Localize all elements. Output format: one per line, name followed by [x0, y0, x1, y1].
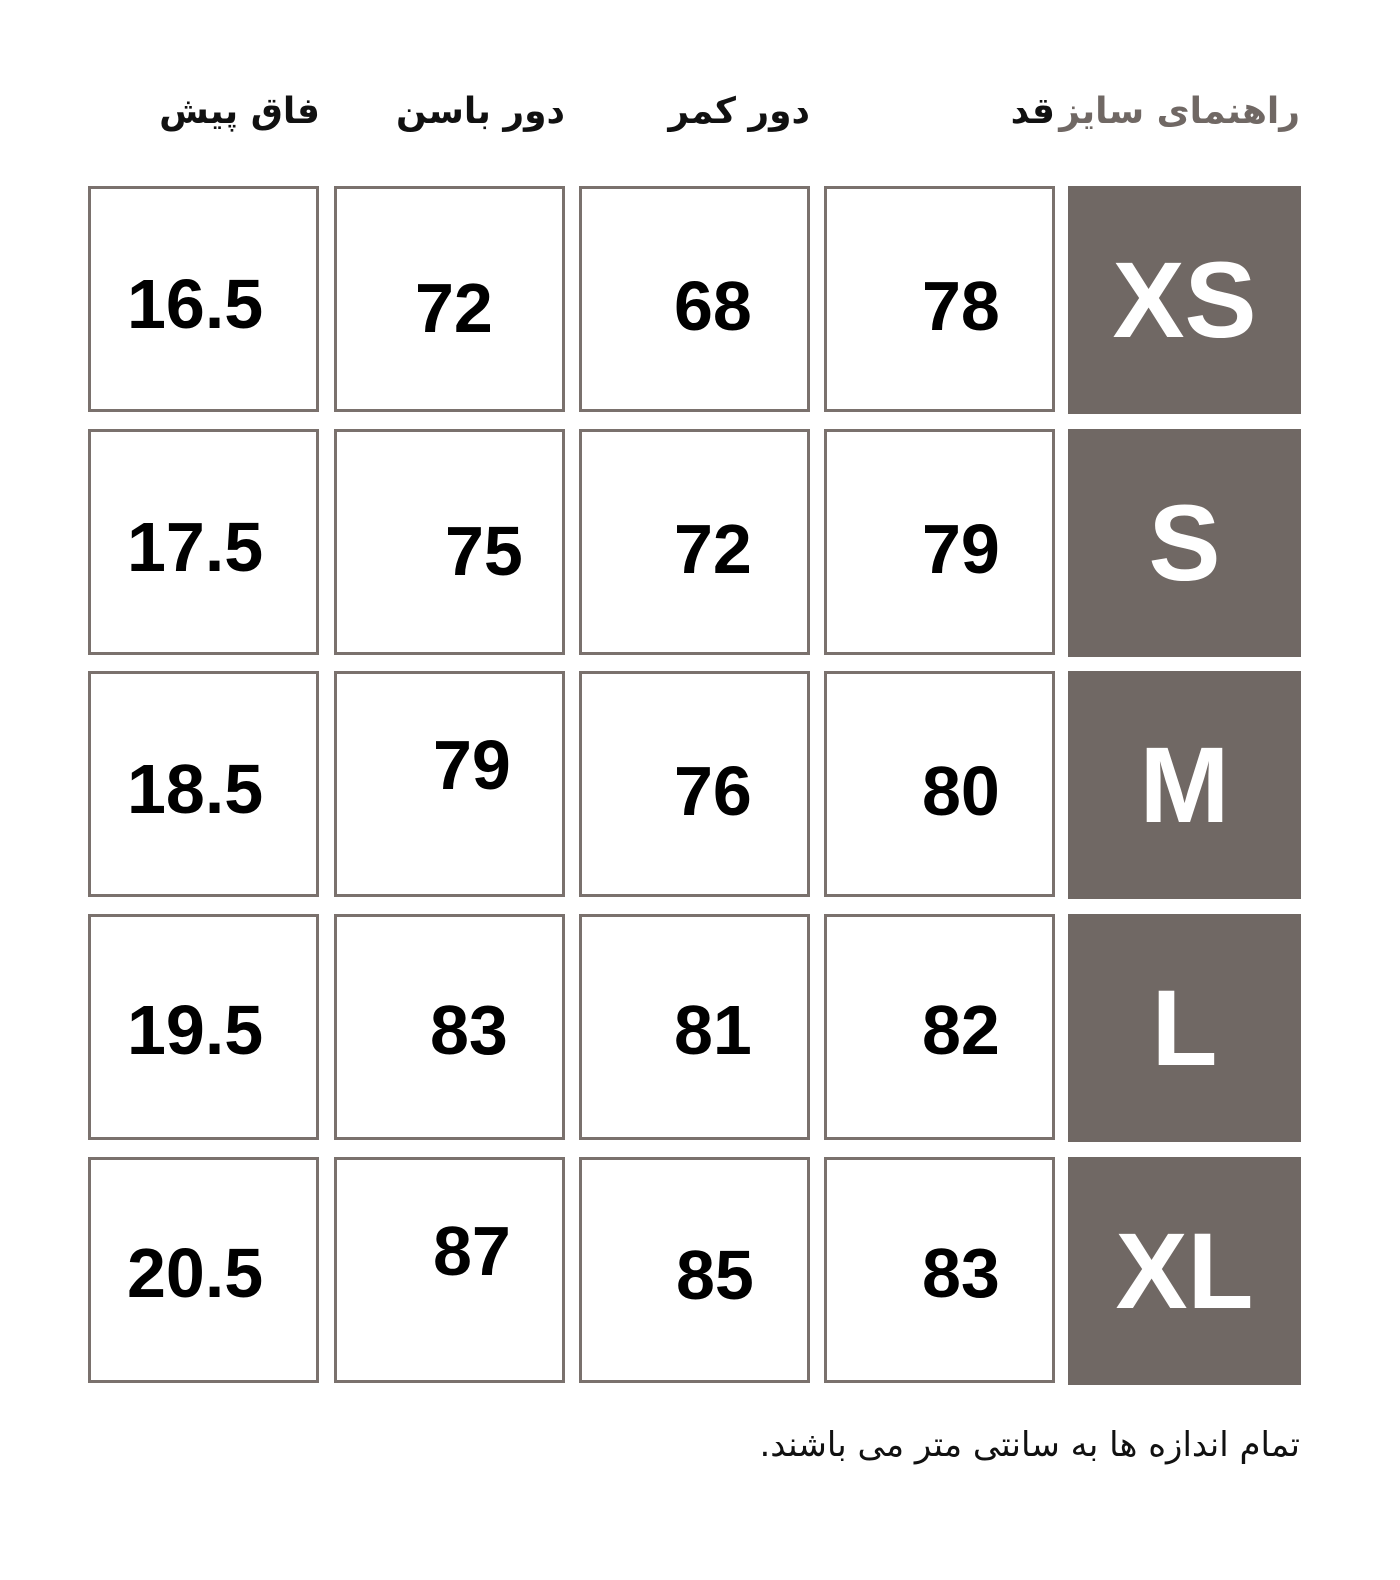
- column-header-rise: فاق پیش: [159, 91, 320, 132]
- cell-value: 82: [922, 991, 1000, 1069]
- table-cell-length: [824, 671, 1055, 897]
- size-guide-title: راهنمای سایز: [1059, 91, 1300, 132]
- cell-value: 81: [674, 991, 752, 1069]
- size-label-cell: [1068, 671, 1301, 899]
- table-cell-rise: [88, 429, 319, 655]
- units-footnote: تمام اندازه ها به سانتی متر می باشند.: [759, 1425, 1300, 1465]
- size-label-cell: [1068, 1157, 1301, 1385]
- cell-value: 20.5: [127, 1234, 264, 1312]
- table-cell-waist: [579, 1157, 810, 1383]
- cell-value: 87: [433, 1212, 511, 1290]
- cell-value: 72: [415, 269, 493, 347]
- table-cell-length: [824, 186, 1055, 412]
- table-cell-waist: [579, 671, 810, 897]
- cell-value: 18.5: [127, 750, 264, 828]
- table-cell-hip: [334, 914, 565, 1140]
- table-cell-length: [824, 429, 1055, 655]
- column-header-waist: دور کمر: [668, 91, 810, 132]
- table-cell-rise: [88, 671, 319, 897]
- table-cell-hip: [334, 1157, 565, 1383]
- cell-value: 79: [433, 726, 511, 804]
- cell-value: 85: [676, 1236, 754, 1314]
- table-cell-rise: [88, 1157, 319, 1383]
- cell-value: 17.5: [127, 508, 264, 586]
- size-label: XS: [1112, 239, 1257, 360]
- cell-value: 79: [922, 510, 1000, 588]
- table-cell-waist: [579, 914, 810, 1140]
- cell-value: 16.5: [127, 265, 264, 343]
- table-cell-length: [824, 914, 1055, 1140]
- column-header-hip: دور باسن: [396, 91, 565, 132]
- size-label-cell: [1068, 186, 1301, 414]
- table-cell-hip: [334, 671, 565, 897]
- cell-value: 68: [674, 267, 752, 345]
- cell-value: 78: [922, 267, 1000, 345]
- table-cell-waist: [579, 186, 810, 412]
- table-cell-rise: [88, 914, 319, 1140]
- cell-value: 80: [922, 752, 1000, 830]
- table-cell-hip: [334, 186, 565, 412]
- size-label-cell: [1068, 429, 1301, 657]
- size-label: L: [1151, 967, 1218, 1088]
- table-cell-waist: [579, 429, 810, 655]
- table-cell-length: [824, 1157, 1055, 1383]
- size-label: M: [1139, 724, 1230, 845]
- column-header-length: قد: [1010, 91, 1055, 132]
- size-label: S: [1148, 482, 1221, 603]
- cell-value: 72: [674, 510, 752, 588]
- table-cell-hip: [334, 429, 565, 655]
- cell-value: 75: [445, 512, 523, 590]
- size-label-cell: [1068, 914, 1301, 1142]
- size-label: XL: [1115, 1210, 1254, 1331]
- cell-value: 19.5: [127, 991, 264, 1069]
- cell-value: 76: [674, 752, 752, 830]
- cell-value: 83: [922, 1234, 1000, 1312]
- cell-value: 83: [430, 991, 508, 1069]
- table-cell-rise: [88, 186, 319, 412]
